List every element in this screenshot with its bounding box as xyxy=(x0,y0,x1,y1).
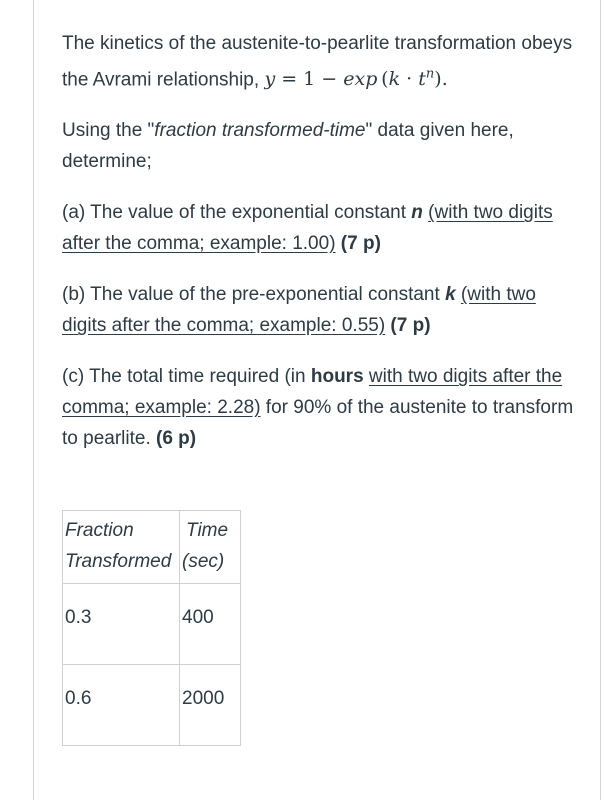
header-time xyxy=(180,511,241,584)
part-a-text: (a) The value of the exponential constant xyxy=(62,202,412,224)
part-b-text: (b) The value of the pre-exponential constant xyxy=(62,284,446,306)
part-a-underline: (with two digits after the comma; example: 1.00) xyxy=(62,202,553,255)
instruction-pre: Using the " xyxy=(62,120,155,142)
data-table xyxy=(62,510,241,746)
eq-period: . xyxy=(441,68,448,91)
eq-open-paren: ( xyxy=(377,68,389,91)
eq-exp: exp xyxy=(343,68,378,91)
part-b-points: (7 p) xyxy=(385,315,431,337)
question-card xyxy=(33,0,601,800)
table-row xyxy=(63,665,241,746)
part-b-var: k xyxy=(445,284,456,306)
eq-equals: = 1 − xyxy=(275,68,344,91)
eq-close-paren: ) xyxy=(434,68,442,91)
part-a-points: (7 p) xyxy=(335,233,381,255)
part-a xyxy=(62,197,577,259)
part-a-var: n xyxy=(411,202,423,224)
instruction-italic: fraction transformed-time xyxy=(154,120,366,142)
header-fraction-line2: Transformed xyxy=(65,551,172,573)
question-content xyxy=(62,28,577,746)
instruction-paragraph xyxy=(62,115,577,177)
part-b xyxy=(62,279,577,341)
part-c-underline: with two digits after the comma; example: 2.28) xyxy=(62,366,563,419)
eq-k: k xyxy=(388,68,401,91)
header-fraction xyxy=(63,511,180,584)
cell-fraction: 0.3 xyxy=(63,584,180,665)
instruction-post: " data given here, determine; xyxy=(62,120,514,173)
avrami-equation xyxy=(264,68,447,90)
cell-time: 2000 xyxy=(180,665,241,746)
eq-t: t xyxy=(418,68,426,91)
part-c-points: (6 p) xyxy=(156,428,197,450)
part-b-underline: (with two digits after the comma; example: 0.55) xyxy=(62,284,536,337)
cell-time: 400 xyxy=(180,584,241,665)
eq-dot: · xyxy=(400,68,419,91)
intro-text: The kinetics of the austenite-to-pearlite transformation obeys the Avrami relationship, xyxy=(62,33,573,91)
part-c xyxy=(62,361,577,454)
part-c-post: for 90% of the austenite to transform to pearlite. xyxy=(62,397,574,450)
table-header-row xyxy=(63,511,241,584)
header-fraction-line1: Fraction xyxy=(65,520,134,542)
eq-n: n xyxy=(425,67,435,82)
header-time-line1: Time xyxy=(186,520,229,542)
table-row xyxy=(63,584,241,665)
intro-paragraph xyxy=(62,28,577,95)
header-time-line2: (sec) xyxy=(182,551,225,573)
part-c-bold: hours xyxy=(310,366,364,388)
eq-y: y xyxy=(264,68,276,91)
cell-fraction: 0.6 xyxy=(63,665,180,746)
part-c-text: (c) The total time required (in xyxy=(62,366,311,388)
